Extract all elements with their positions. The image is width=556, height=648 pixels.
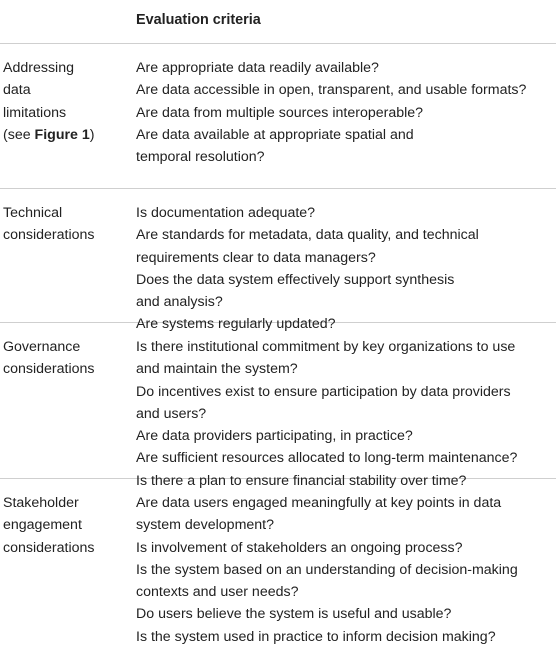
criterion-line: and maintain the system? [136,361,298,378]
criterion-line: Are data users engaged meaningfully at key points in data [136,495,502,511]
ref-prefix: (see [3,126,35,143]
criterion-line: Is the system used in practice to inform decision making? [136,628,496,645]
criterion-line: temporal resolution? [136,149,265,166]
category-line: considerations [3,361,95,378]
table-row-stakeholder-engagement-considerations [0,479,556,645]
criterion-line: Are data from multiple sources interoperable? [136,104,424,121]
criteria-cell [136,202,554,336]
criterion-line: Is the system based on an understanding of decision-making [136,561,518,578]
criterion-line: Are sufficient resources allocated to long-term maintenance? [136,450,518,467]
criterion-line: Are data providers participating, in practice? [136,428,413,445]
category-line: considerations [3,539,95,556]
criterion-line: Is involvement of stakeholders an ongoing process? [136,539,463,556]
category-line: Stakeholder [3,495,79,511]
category-line: engagement [3,517,82,534]
table-row-governance-considerations [0,323,556,489]
category-line: Governance [3,339,81,355]
criterion-line: Does the data system effectively support synthesis [136,271,455,288]
criterion-line: Do users believe the system is useful and usable? [136,606,452,623]
category-cell [3,492,128,559]
criterion-line: and users? [136,405,207,422]
criterion-line: system development? [136,517,275,534]
criteria-cell [136,336,554,492]
ref-suffix: ) [89,126,95,143]
criterion-line: Are systems regularly updated? [136,316,336,333]
category-line: Technical [3,205,63,221]
criteria-cell [136,492,554,648]
criterion-line: Is there a plan to ensure financial stability over time? [136,472,467,489]
criterion-line: contexts and user needs? [136,584,299,601]
criterion-line: Do incentives exist to ensure participation by data providers [136,383,511,400]
criterion-line: Is documentation adequate? [136,205,316,221]
criterion-line: requirements clear to data managers? [136,249,376,266]
category-line: Addressing [3,60,74,76]
criterion-line: Are appropriate data readily available? [136,60,379,76]
criterion-line: Are standards for metadata, data quality, and technical [136,227,479,244]
category-cell [3,336,128,381]
criterion-line: Are data available at appropriate spatial and [136,126,414,143]
table-row-addressing-data-limitations [0,44,556,189]
category-cell [3,57,128,146]
figure-1-link[interactable]: Figure 1 [34,126,90,143]
criterion-line: and analysis? [136,294,223,311]
category-line: considerations [3,227,95,244]
column-header-evaluation-criteria: Evaluation criteria [136,12,261,28]
category-line: data [3,82,31,99]
category-line-figure-ref [3,124,128,146]
category-line: limitations [3,104,67,121]
table-row-technical-considerations [0,189,556,333]
criteria-cell [136,57,554,168]
criterion-line: Are data accessible in open, transparent, and usable formats? [136,82,527,99]
category-cell [3,202,128,247]
criterion-line: Is there institutional commitment by key organizations to use [136,339,516,355]
table-header [0,0,556,44]
